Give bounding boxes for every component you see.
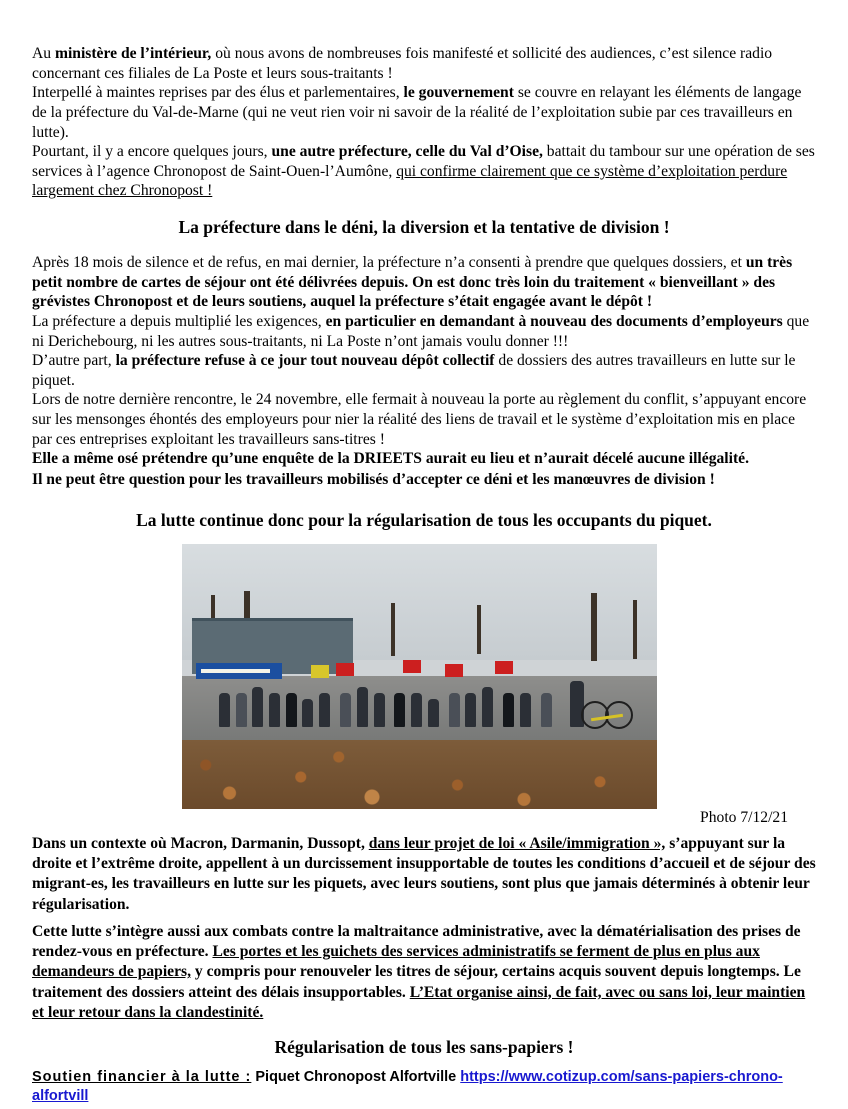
red-flag-icon: [336, 663, 354, 676]
person-figure: [465, 693, 476, 727]
text-run-underline: qui confirme clairement que ce système d’exploitation perdure largement chez Chronopost !: [32, 162, 788, 200]
text-run: D’autre part,: [32, 352, 116, 370]
tree-icon: [391, 603, 395, 657]
text-run: où nous avons de nombreuses fois manifesté et sollicité des audiences, c’est silence radio concernant ces filiales de La Poste et leurs sous-traitants !: [32, 45, 773, 82]
text-run-bold-underline: Les portes et les guichets des services administratifs se ferment de plus en plus aux demandeurs de papiers,: [32, 943, 760, 981]
red-flag-icon: [445, 664, 463, 677]
person-figure: [428, 699, 439, 727]
person-figure: [394, 693, 405, 727]
person-figure: [541, 693, 552, 727]
tree-icon: [591, 593, 597, 661]
text-run: battait du tambour sur une opération de ses services à l’agence Chronopost de Saint-Ouen-l’Aumône,: [32, 143, 815, 180]
text-run-bold-underline: dans leur projet de loi « Asile/immigration »,: [368, 834, 666, 852]
photo-caption: Photo 7/12/21: [700, 808, 788, 826]
text-run-bold: s’appuyant sur la droite et l’extrême droite, appellent à un durcissement insupportable de toutes les conditions d’accueil et de séjour des migrant-es, les travailleurs en lutte sur les piquets, avec leurs soutiens, sont plus que jamais déterminés à obtenir leur régularisation.: [32, 834, 816, 913]
paragraph-maltraitance-administrative: [32, 922, 816, 1023]
text-run-bold: un très petit nombre de cartes de séjour ont été délivrées depuis. On est donc très loin du traitement « bienveillant » des grévistes Chronopost et de leurs soutiens, auquel la préfecture s’était engagée avant le dépôt !: [32, 254, 793, 311]
photo-crowd: [211, 668, 629, 726]
footer-text: Piquet Chronopost Alfortville: [251, 1069, 461, 1086]
red-flag-icon: [403, 660, 421, 673]
bicycle-icon: [581, 703, 633, 729]
text-run-bold: une autre préfecture, celle du Val d’Oise,: [271, 143, 543, 161]
person-figure: [252, 687, 263, 727]
text-run: Au: [32, 45, 55, 62]
paragraph-deni-division: Il ne peut être question pour les travailleurs mobilisés d’accepter ce déni et les manœuvres de division !: [32, 470, 715, 488]
person-figure: [269, 693, 280, 727]
text-run-bold: le gouvernement: [403, 84, 514, 102]
footer-label: Soutien financier à la lutte :: [32, 1069, 252, 1086]
person-figure: [236, 693, 247, 727]
text-run: de dossiers des autres travailleurs en lutte sur le piquet.: [32, 352, 796, 389]
person-figure: [357, 687, 368, 727]
text-run-bold: Cette lutte s’intègre aussi aux combats contre la maltraitance administrative, avec la dématérialisation des prises de rendez-vous en préfecture.: [32, 922, 801, 961]
text-run-bold: Dans un contexte où Macron, Darmanin, Dussopt,: [32, 834, 369, 852]
text-run: Pourtant, il y a encore quelques jours,: [32, 143, 272, 161]
paragraph-exigences: [32, 312, 816, 351]
text-run: Interpellé à maintes reprises par des élus et parlementaires,: [32, 84, 404, 102]
paragraph-val-doise: [32, 142, 816, 201]
person-figure: [520, 693, 531, 727]
text-run: se couvre en relayant les éléments de langage de la préfecture du Val-de-Marne (qui ne veut rien voir ni savoir de la réalité de l’exploitation subie par ces travailleurs en lutte).: [32, 84, 802, 141]
text-run-bold: la préfecture refuse à ce jour tout nouveau dépôt collectif: [115, 352, 495, 370]
text-run-bold: y compris pour renouveler les titres de séjour, certains acquis souvent depuis longtemps. Le traitement des dossiers atteint des délais insupportables.: [32, 963, 801, 1001]
text-run: La préfecture a depuis multiplié les exigences,: [32, 312, 326, 330]
footer-support-line: [32, 1068, 816, 1106]
person-figure: [374, 693, 385, 727]
tree-icon: [477, 605, 481, 654]
section-heading-prefecture-deni: La préfecture dans le déni, la diversion et la tentative de division !: [178, 217, 670, 238]
text-run: que ni Derichebourg, ni les autres sous-traitants, ni La Poste n’ont jamais voulu donner !!!: [32, 312, 810, 350]
paragraph-drieets: Elle a même osé prétendre qu’une enquête de la DRIEETS aurait eu lieu et n’aurait décelé aucune illégalité.: [32, 450, 749, 468]
person-figure: [482, 687, 493, 727]
paragraph-depot-collectif: [32, 351, 816, 390]
paragraph-rencontre-24-novembre: Lors de notre dernière rencontre, le 24 novembre, elle fermait à nouveau la porte au règlement du conflit, s’appuyant encore sur les mensonges éhontés des employeurs pour nier la réalité des liens de travail et le système d’exploitation mis en place par ces entreprises exploitant les travailleurs sans-titres !: [32, 391, 807, 448]
red-flag-icon: [495, 661, 513, 674]
paragraph-18-mois: [32, 253, 816, 312]
document-content: [32, 44, 816, 1106]
person-figure: [319, 693, 330, 727]
protest-photo: [182, 544, 657, 809]
donation-link[interactable]: https://www.cotizup.com/sans-papiers-chrono-alfortvill: [32, 1069, 783, 1105]
paragraph-contexte-macron: [32, 834, 816, 915]
photo-leaves: [182, 729, 657, 809]
tree-icon: [633, 600, 637, 659]
person-figure: [340, 693, 351, 727]
paragraph-gouvernement: [32, 83, 816, 142]
person-figure: [411, 693, 422, 727]
paragraph-ministere: [32, 44, 816, 83]
yellow-flag-icon: [311, 665, 329, 678]
section-heading-regularisation: Régularisation de tous les sans-papiers !: [274, 1037, 574, 1058]
photo-block: [32, 544, 816, 826]
person-figure: [286, 693, 297, 727]
text-run-bold: en particulier en demandant à nouveau des documents d’employeurs: [325, 312, 783, 330]
section-heading-lutte-continue: La lutte continue donc pour la régularisation de tous les occupants du piquet.: [136, 509, 712, 530]
text-run-bold: ministère de l’intérieur,: [54, 45, 212, 62]
person-figure: [302, 699, 313, 727]
person-figure: [503, 693, 514, 727]
person-figure: [219, 693, 230, 727]
text-run-bold-underline: L’Etat organise ainsi, de fait, avec ou sans loi, leur maintien et leur retour dans la clandestinité.: [32, 983, 806, 1021]
text-run: Après 18 mois de silence et de refus, en mai dernier, la préfecture n’a consenti à prendre que quelques dossiers, et: [32, 254, 746, 271]
person-figure: [449, 693, 460, 727]
